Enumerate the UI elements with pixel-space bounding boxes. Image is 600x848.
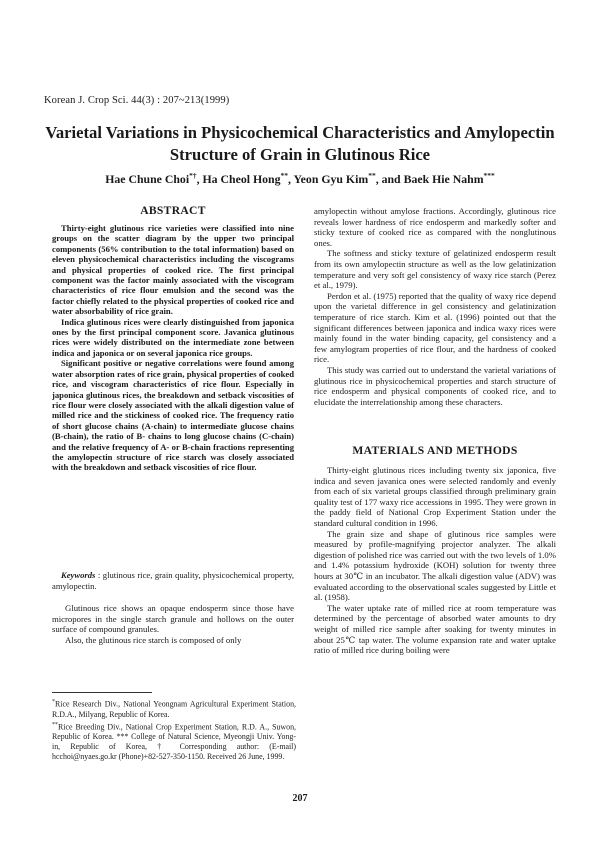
abstract-heading: ABSTRACT: [140, 204, 206, 217]
author-name: Yeon Gyu Kim: [293, 171, 369, 186]
intro-paragraph: Perdon et al. (1975) reported that the quality of waxy rice depend upon the varietal difference in gel consistency and gelatinization temperature of rice starch. Kim et al. (1996) pointed out that the significant differences between japonica and indica waxy rices were mainly found in the water binding capacity, gel consistency and a few amylogram properties of rice flour, and the hardness of cooked rice.: [314, 290, 556, 365]
keywords-text: : glutinous rice, grain quality, physicochemical property, amylopectin.: [52, 570, 294, 591]
intro-paragraph: Glutinous rice shows an opaque endosperm since those have micropores in the single starch granule and hollows on the outer surface of compound granules.: [52, 603, 294, 635]
intro-paragraph: amylopectin without amylose fractions. Accordingly, glutinous rice reveals lower hardness of rice endosperm and markedly softer and sticky texture of cooked rice as compared with the nonglutinous ones.: [314, 206, 556, 248]
author-name: Ha Cheol Hong: [202, 171, 281, 186]
footnote-mark: *: [52, 699, 55, 705]
methods-heading: MATERIALS AND METHODS: [352, 444, 518, 457]
abstract-body: [52, 223, 294, 473]
author-mark: ***: [483, 171, 495, 180]
footnote-mark: **: [52, 721, 58, 728]
methods-paragraph: The grain size and shape of glutinous rice samples were measured by profile-magnifying projector analyzer. The alkali digestion of polished rice was carried out with the two levels of 1.0% and 1.4% potassium hydroxide (KOH) solution for twenty three hours at 30℃ in an incubator. The alkali digestion value (ADV) was evaluated according to the observational scales suggested by Little et al. (1958).: [314, 528, 556, 603]
author-mark: **: [280, 171, 288, 180]
author-mark: *†: [189, 171, 197, 180]
author-name: Hae Chune Choi: [105, 171, 190, 186]
abstract-paragraph: Significant positive or negative correlations were found among water absorption rates of rice grain, physical properties of cooked rice, and viscogram characteristics of rice flour. Especially in japonica glutinous rices, the breakdown and setback viscosities of rice flour were closely associated with the alkali digestion value of milled rice and the stickiness of cooked rice. The frequency ratio of short glucose chains (A-chain) to intermediate glucose chains (B-chain), the ratio of B- chains to long glucose chains (C-chain) and the relative frequency of A- or B-chain fractions representing the amylopectin structure of rice starch was closely associated with the breakdown and setback viscosities of rice flour.: [52, 358, 294, 473]
intro-paragraph: The softness and sticky texture of gelatinized endosperm result from its own amylopectin structure as well as the low gelatinization temperature and very soft gel consistency of waxy rice starch (Perez et al., 1979).: [314, 248, 556, 291]
page-number: 207: [292, 793, 308, 804]
methods-paragraph: The water uptake rate of milled rice at room temperature was determined by the percentage of absorbed water amounts to dry weight of milled rice sample after soaking for twenty minutes in about 25℃ tap water. The volume expansion rate and water uptake ratio of milled rice during boiling were: [314, 602, 556, 656]
footnote-rule: [52, 692, 152, 693]
author-mark: **: [368, 171, 376, 180]
author-list: Hae Chune Choi*†, Ha Cheol Hong**, Yeon Gyu Kim**, and Baek Hie Nahm***: [105, 171, 495, 186]
footnotes: [52, 697, 296, 762]
keywords-label: Keywords: [61, 570, 96, 580]
paper-title: Varietal Variations in Physicochemical Characteristics and Amylopectin Structure of Grain in Glutinous Rice: [45, 123, 555, 164]
methods-body: [314, 465, 556, 656]
author-name: Baek Hie Nahm: [403, 171, 484, 186]
abstract-paragraph: Indica glutinous rices were clearly distinguished from japonica ones by the first principal component score. Javanica glutinous rices were widely distributed on the intermediate zone between indica and japonica or on several japonica rice groups.: [52, 316, 294, 358]
keywords: [52, 570, 294, 591]
intro-paragraph: This study was carried out to understand the varietal variations of glutinous rice in physicochemical properties and starch structure of rice endosperm and physical components of cooked rice, and to elucidate the interrelationship among these characters.: [314, 364, 556, 407]
abstract-paragraph: Thirty-eight glutinous rice varieties were classified into nine groups on the scatter diagram by the upper two principal components (56% contribution to the total information) based on eleven physicochemical characteristics including the viscograms and physical properties of cooked rice. The first principal component was the factor mainly associated with the viscogram characteristics of rice flour emulsion and the second was the factor chiefly related to the physical properties of cooked rice and water absorbability of rice grain.: [52, 223, 294, 317]
footnote: *Rice Research Div., National Yeongnam Agricultural Experiment Station, R.D.A., Milyang, Republic of Korea.: [52, 699, 296, 719]
methods-paragraph: Thirty-eight glutinous rices including twenty six japonica, five indica and seven javanica ones were selected randomly and evenly from each of six varietal groups classified through preliminary grain quality test of 177 waxy rice accessions in 1995. They were grown in the paddy field of National Crop Experiment Station under the standard cultural condition in 1996.: [314, 465, 556, 528]
journal-citation: Korean J. Crop Sci. 44(3) : 207~213(1999): [44, 95, 230, 106]
footnote: **Rice Breeding Div., National Crop Experiment Station, R.D. A., Suwon, Republic of Korea. *** College of Natural Science, Myeongji Univ. Yong-in, Republic of Korea, † Corresponding author: (E-mail) hcchoi@nyaes.go.kr (Phone)+82-527-350-1150. Received 26 June, 1999.: [52, 721, 296, 762]
introduction-left: [52, 603, 294, 645]
introduction-right: [314, 206, 556, 407]
intro-paragraph: Also, the glutinous rice starch is composed of only: [65, 634, 242, 645]
